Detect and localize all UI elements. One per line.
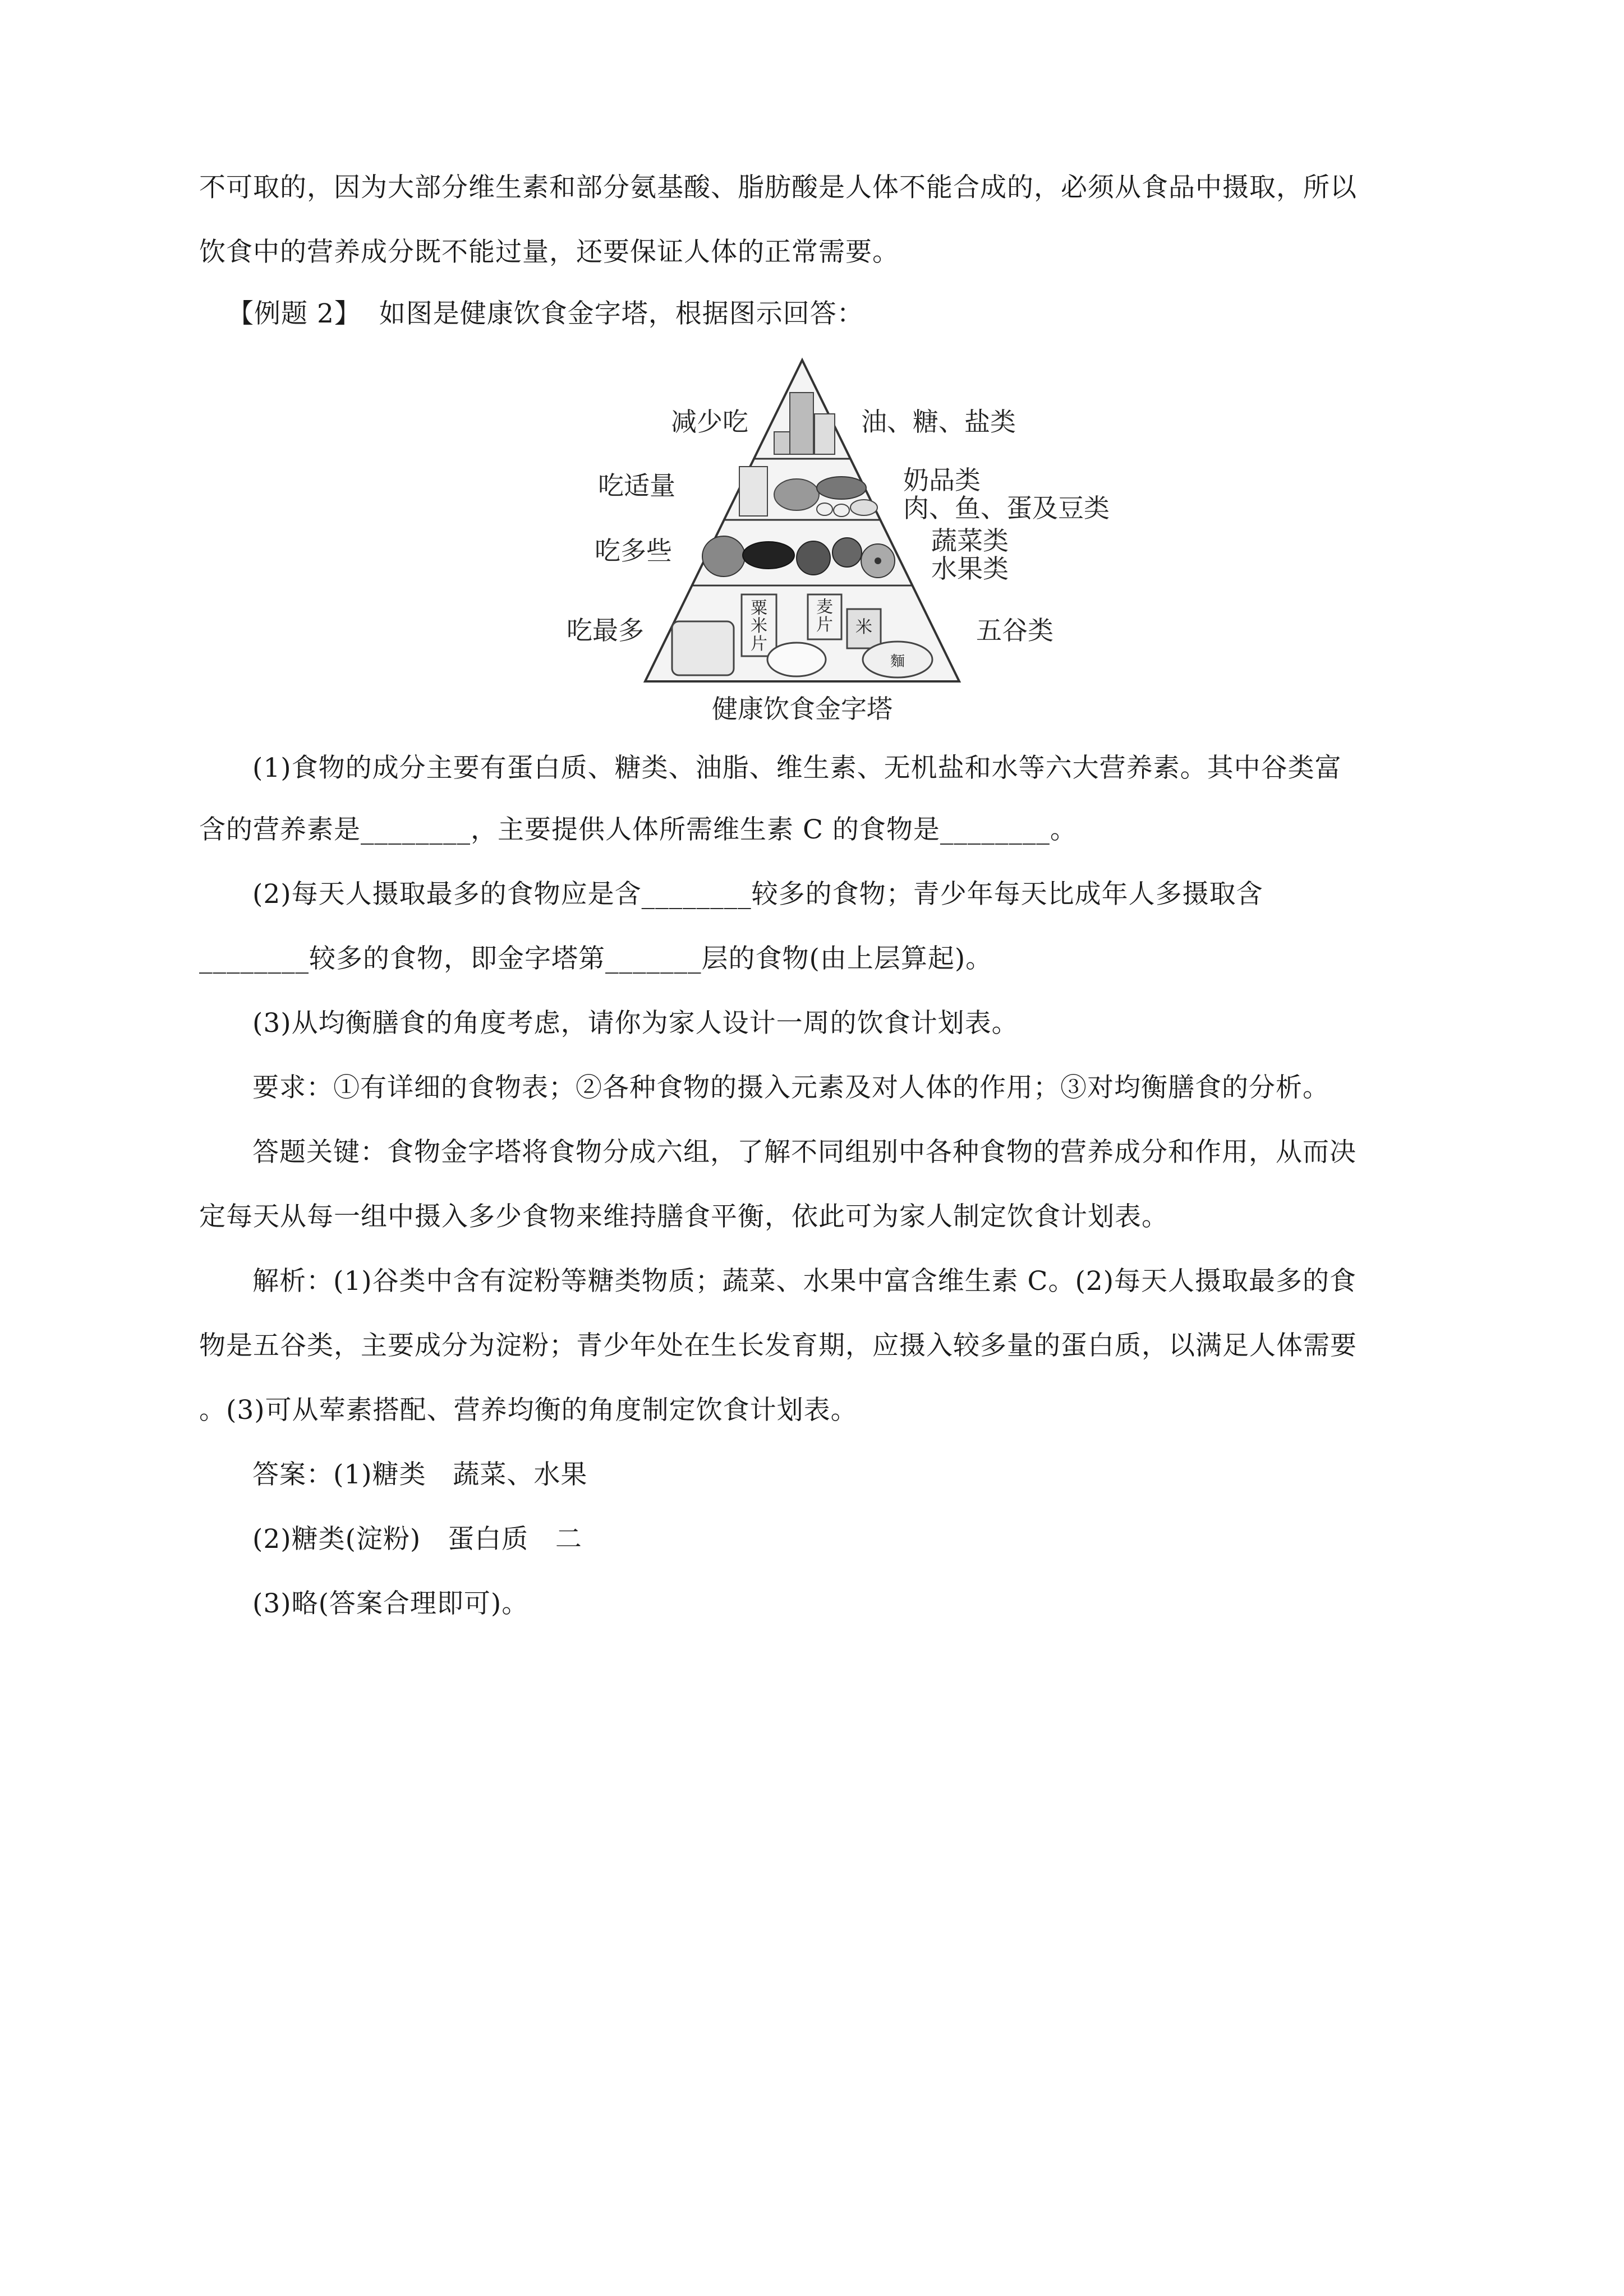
level-3-right-label-1: 蔬菜类 xyxy=(931,525,1009,556)
food-pyramid-figure xyxy=(561,348,1144,729)
key-line-1: 答题关键：食物金字塔将食物分成六组，了解不同组别中各种食物的营养成分和作用，从而决 xyxy=(252,1137,1356,1168)
egg-icon xyxy=(817,503,832,515)
analysis-line-3: 。(3)可从荤素搭配、营养均衡的角度制定饮食计划表。 xyxy=(199,1395,858,1426)
analysis-line-1: 解析：(1)谷类中含有淀粉等糖类物质；蔬菜、水果中富含维生素 C。(2)每天人摄取最多的食 xyxy=(252,1266,1357,1297)
oil-bottle-icon xyxy=(790,393,813,454)
level-3-right-label-2: 水果类 xyxy=(931,554,1009,584)
cereal-box-label: 粟 xyxy=(751,598,767,618)
orange-dot-icon xyxy=(875,557,881,564)
cereal-box-label-3: 片 xyxy=(751,634,767,654)
example-heading: 【例题 2】 如图是健康饮食金字塔，根据图示回答： xyxy=(227,298,864,329)
fish-icon xyxy=(817,477,866,499)
level-2-right-label-2: 肉、鱼、蛋及豆类 xyxy=(903,493,1110,523)
apple-icon xyxy=(797,541,830,575)
level-3-left-label: 吃多些 xyxy=(595,536,672,566)
rice-bag-label: 米 xyxy=(855,617,872,637)
rice-bowl-icon xyxy=(767,643,826,676)
tofu-icon xyxy=(850,500,877,515)
milk-carton-icon xyxy=(739,467,767,516)
question-3: (3)从均衡膳食的角度考虑，请你为家人设计一周的饮食计划表。 xyxy=(252,1008,1019,1039)
egg-icon-2 xyxy=(834,504,849,517)
grapes-icon xyxy=(832,538,862,567)
answer-line-3: (3)略(答案合理即可)。 xyxy=(252,1588,529,1619)
eggplant-icon xyxy=(743,542,794,569)
intro-line-2: 饮食中的营养成分既不能过量，还要保证人体的正常需要。 xyxy=(199,237,899,268)
salt-jar-icon xyxy=(774,432,790,454)
question-2-line-2: ________较多的食物，即金字塔第_______层的食物(由上层算起)。 xyxy=(199,943,993,974)
analysis-line-2: 物是五谷类，主要成分为淀粉；青少年处在生长发育期，应摄入较多量的蛋白质，以满足人体需要 xyxy=(199,1330,1357,1361)
pyramid-title: 健康饮食金字塔 xyxy=(712,694,892,724)
oat-box-label: 麦 xyxy=(816,597,833,617)
question-2-line-1: (2)每天人摄取最多的食物应是含________较多的食物；青少年每天比成年人多摄取含 xyxy=(252,879,1263,910)
level-4-right-label: 五谷类 xyxy=(976,615,1053,646)
bread-loaf-icon xyxy=(672,621,734,675)
level-1-left-label: 减少吃 xyxy=(671,407,748,437)
level-1-right-label: 油、糖、盐类 xyxy=(861,407,1016,437)
meat-icon xyxy=(774,479,819,510)
vegetable-icon xyxy=(702,536,745,577)
intro-line-1: 不可取的，因为大部分维生素和部分氨基酸、脂肪酸是人体不能合成的，必须从食品中摄取，所以 xyxy=(199,172,1357,203)
oat-box-label-2: 片 xyxy=(816,615,833,635)
level-4-left-label: 吃最多 xyxy=(567,615,644,646)
answer-line-1: 答案：(1)糖类 蔬菜、水果 xyxy=(252,1459,588,1490)
level-2-left-label: 吃适量 xyxy=(598,471,675,501)
noodle-label: 麵 xyxy=(890,653,905,670)
question-1-line-2: 含的营养素是________，主要提供人体所需维生素 C 的食物是________。 xyxy=(199,814,1077,845)
sugar-box-icon xyxy=(815,414,835,454)
cereal-box-label-2: 米 xyxy=(751,616,767,636)
key-line-2: 定每天从每一组中摄入多少食物来维持膳食平衡，依此可为家人制定饮食计划表。 xyxy=(199,1201,1168,1232)
answer-line-2: (2)糖类(淀粉) 蛋白质 二 xyxy=(252,1524,582,1555)
level-2-right-label-1: 奶品类 xyxy=(903,465,981,495)
question-1-line-1: (1)食物的成分主要有蛋白质、糖类、油脂、维生素、无机盐和水等六大营养素。其中谷类富 xyxy=(252,753,1342,783)
requirement: 要求：①有详细的食物表；②各种食物的摄入元素及对人体的作用；③对均衡膳食的分析。 xyxy=(252,1072,1329,1103)
